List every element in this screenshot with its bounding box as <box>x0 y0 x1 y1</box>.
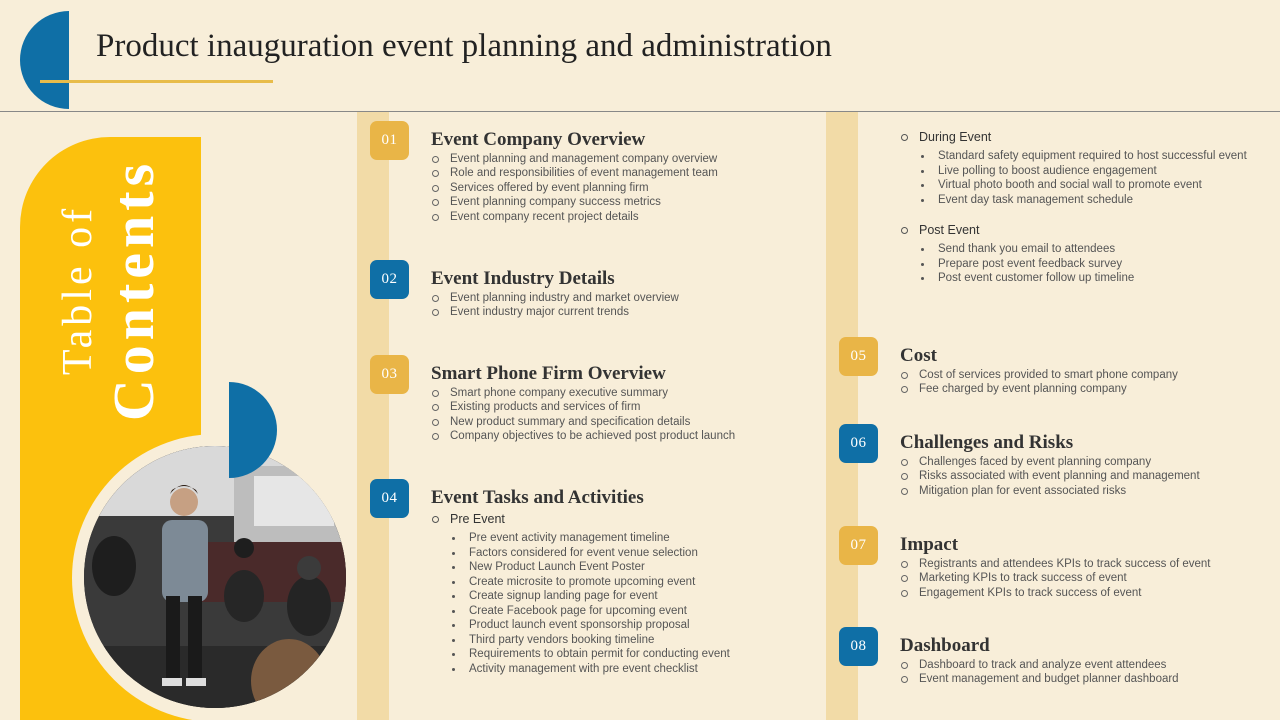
post-event-heading: Post Event <box>900 223 979 237</box>
toc-title-line1: Table of <box>55 204 101 376</box>
column-stripe-left <box>357 112 389 720</box>
list-item: Activity management with pre event checklist <box>450 662 730 677</box>
during-event-heading: During Event <box>900 130 991 144</box>
section-07-badge: 07 <box>839 526 878 565</box>
pre-event-list <box>450 531 730 676</box>
section-03-badge: 03 <box>370 355 409 394</box>
list-item: Fee charged by event planning company <box>900 382 1178 396</box>
list-item: Marketing KPIs to track success of event <box>900 571 1211 585</box>
section-07-title: Impact <box>900 534 959 555</box>
list-item: Event planning and management company overview <box>431 152 718 166</box>
section-02-badge: 02 <box>370 260 409 299</box>
section-04-title: Event Tasks and Activities <box>431 487 644 508</box>
list-item: Smart phone company executive summary <box>431 386 735 400</box>
list-item: Mitigation plan for event associated risks <box>900 484 1200 498</box>
section-06-title: Challenges and Risks <box>900 432 1074 453</box>
list-item: Product launch event sponsorship proposal <box>450 618 730 633</box>
section-05-list <box>900 368 1178 397</box>
section-08-list <box>900 658 1179 687</box>
header-divider <box>0 111 1280 112</box>
speaker-photo-image <box>84 446 346 708</box>
list-item: Company objectives to be achieved post product launch <box>431 429 735 443</box>
section-03-list <box>431 386 735 444</box>
list-item: Services offered by event planning firm <box>431 181 718 195</box>
list-item: Create Facebook page for upcoming event <box>450 604 730 619</box>
list-item: Event day task management schedule <box>919 193 1247 208</box>
toc-title-line2: Contents <box>101 158 166 422</box>
section-06-badge: 06 <box>839 424 878 463</box>
section-08-badge: 08 <box>839 627 878 666</box>
list-item: Cost of services provided to smart phone company <box>900 368 1178 382</box>
section-01-badge: 01 <box>370 121 409 160</box>
page-title: Product inauguration event planning and administration <box>96 28 832 64</box>
list-item: Dashboard to track and analyze event attendees <box>900 658 1179 672</box>
list-item: Send thank you email to attendees <box>919 242 1134 257</box>
pre-event-heading: Pre Event <box>431 512 505 526</box>
section-08-title: Dashboard <box>900 635 990 656</box>
list-item: Create microsite to promote upcoming event <box>450 575 730 590</box>
list-item: Live polling to boost audience engagement <box>919 164 1247 179</box>
list-item: Event industry major current trends <box>431 305 679 319</box>
during-event-list <box>919 149 1247 207</box>
list-item: Registrants and attendees KPIs to track success of event <box>900 557 1211 571</box>
section-01-title: Event Company Overview <box>431 129 646 150</box>
list-item: Create signup landing page for event <box>450 589 730 604</box>
list-item: Requirements to obtain permit for conducting event <box>450 647 730 662</box>
title-underline <box>40 80 273 83</box>
list-item: Standard safety equipment required to host successful event <box>919 149 1247 164</box>
list-item: Event planning industry and market overview <box>431 291 679 305</box>
section-01-list <box>431 152 718 224</box>
section-07-list <box>900 557 1211 600</box>
section-02-title: Event Industry Details <box>431 268 615 289</box>
list-item: Risks associated with event planning and management <box>900 469 1200 483</box>
list-item: Event management and budget planner dashboard <box>900 672 1179 686</box>
list-item: Role and responsibilities of event management team <box>431 166 718 180</box>
list-item: Virtual photo booth and social wall to promote event <box>919 178 1247 193</box>
list-item: New product summary and specification details <box>431 415 735 429</box>
list-item: Prepare post event feedback survey <box>919 257 1134 272</box>
list-item: Event planning company success metrics <box>431 195 718 209</box>
list-item: Pre event activity management timeline <box>450 531 730 546</box>
event-speaker-photo <box>84 446 346 708</box>
section-05-title: Cost <box>900 345 937 366</box>
section-05-badge: 05 <box>839 337 878 376</box>
list-item: New Product Launch Event Poster <box>450 560 730 575</box>
list-item: Engagement KPIs to track success of event <box>900 586 1211 600</box>
section-02-list <box>431 291 679 320</box>
list-item: Existing products and services of firm <box>431 400 735 414</box>
section-04-badge: 04 <box>370 479 409 518</box>
section-03-title: Smart Phone Firm Overview <box>431 363 666 384</box>
list-item: Post event customer follow up timeline <box>919 271 1134 286</box>
list-item: Challenges faced by event planning company <box>900 455 1200 469</box>
section-06-list <box>900 455 1200 498</box>
list-item: Event company recent project details <box>431 210 718 224</box>
list-item: Factors considered for event venue selection <box>450 546 730 561</box>
post-event-list <box>919 242 1134 286</box>
list-item: Third party vendors booking timeline <box>450 633 730 648</box>
toc-vertical-title <box>55 158 166 422</box>
